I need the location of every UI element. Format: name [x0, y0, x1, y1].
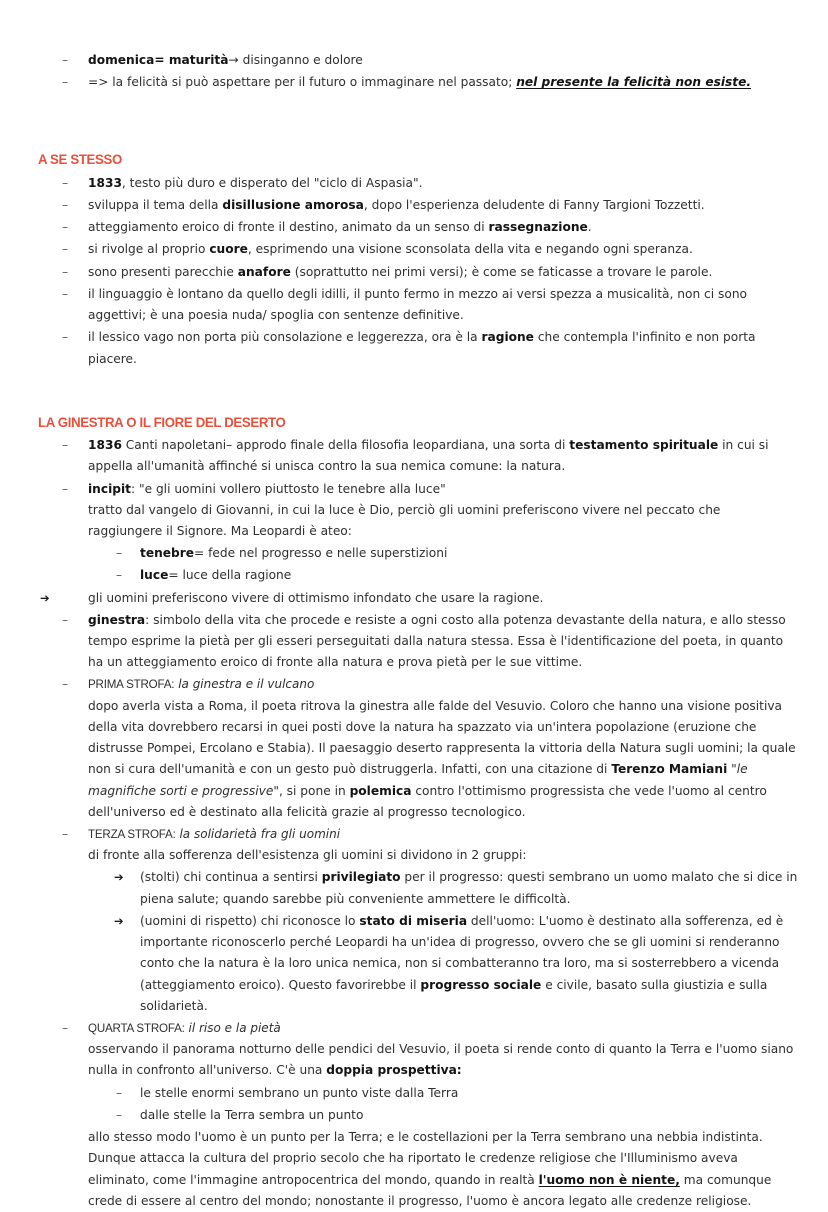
list-item	[38, 262, 798, 283]
arrow-bullet-icon: ➔	[114, 870, 124, 885]
list-item-text: (uomini di rispetto) chi riconosce lo stato di miseria dell'uomo: L'uomo è destinato alla sofferenza, ed è importante riconoscerlo perché Leopardi ha un'idea di progresso, ovvero che se gli uomini si renderanno conto che la natura è la loro unica nemica, non si combatteranno tra loro, ma si sosterrebbero a vicenda (atteggiamento eroico). Questo favorirebbe il progresso sociale e civile, basato sulla giustizia e sulla solidarietà.	[140, 913, 784, 1013]
list-item	[38, 217, 798, 238]
list-item-text: domenica= maturità→ disinganno e dolore	[88, 53, 363, 67]
list-item-text: ginestra: simbolo della vita che procede e resiste a ogni costo alla potenza devastante della natura, e allo stesso tempo esprime la pietà per gli esseri perseguitati dalla natura stessa. Essa è l'identificazione del poeta, in quanto ha un atteggiamento eroico di fronte alla natura e prova pietà per le sue vittime.	[88, 612, 786, 670]
dash-bullet-icon: –	[62, 677, 69, 692]
nested-bullet-list	[88, 867, 798, 1017]
list-item-text: PRIMA STROFA: la ginestra e il vulcano	[88, 677, 315, 692]
list-item-text: tenebre= fede nel progresso e nelle superstizioni	[140, 546, 448, 561]
list-item	[38, 435, 798, 477]
dash-bullet-icon: –	[62, 827, 69, 841]
list-item	[38, 50, 798, 71]
dash-bullet-icon: –	[62, 53, 69, 67]
list-item	[38, 1018, 798, 1212]
dash-bullet-icon: –	[62, 286, 69, 301]
section-heading-la-ginestra: LA GINESTRA O IL FIORE DEL DESERTO	[38, 414, 286, 431]
top-continuation-block	[38, 50, 798, 93]
list-item	[38, 239, 798, 260]
list-item-text: (stolti) chi continua a sentirsi privilegiato per il progresso: questi sembrano un uomo malato che si dice in piena salute; quando sarebbe più conveniente ammettere le difficoltà.	[140, 870, 798, 906]
continuation-paragraph: di fronte alla sofferenza dell'esistenza gli uomini si dividono in 2 gruppi:	[88, 848, 527, 863]
continuation-paragraph: dopo averla vista a Roma, il poeta ritrova la ginestra alle falde del Vesuvio. Coloro che hanno una visione positiva della vita dovrebbero recarsi in quei posti dove la natura ha spazzato via un'intera popolazione (eruzione che distrusse Pompei, Ercolano e Stabia). Il paesaggio deserto rappresenta la vittoria della Natura sugli uomini; la quale non si cura dell'umanità e con un gesto può distruggerla. Infatti, con una citazione di Terenzo Mamiani "le magnifiche sorti e progressive", si pone in polemica contro l'ottimismo progressista che vede l'uomo al centro dell'universo ed è destinato alla felicità grazie al progresso tecnologico.	[88, 698, 796, 819]
list-item-text: sono presenti parecchie anafore (soprattutto nei primi versi); è come se faticasse a trovare le parole.	[88, 264, 713, 279]
list-item-text: => la felicità si può aspettare per il futuro o immaginare nel passato; nel presente la felicità non esiste.	[88, 75, 751, 90]
section-la-ginestra	[38, 415, 798, 1212]
list-item	[88, 911, 798, 1017]
list-item-text: 1836 Canti napoletani– approdo finale della filosofia leopardiana, una sorta di testamento spirituale in cui si appella all'umanità affinché si unisca contro la sua nemica comune: la natura.	[88, 438, 769, 474]
continuation-paragraph: Dunque attacca la cultura del proprio secolo che ha riportato le credenze religiose che l'Illuminismo aveva eliminato, come l'immagine antropocentrica del mondo, quando in realtà l'uomo non è niente, ma comunque crede di essere al centro del mondo; nonostante il progresso, l'uomo è ancora legato alle credenze religiose.	[88, 1151, 772, 1208]
list-item-text: dalle stelle la Terra sembra un punto	[140, 1107, 364, 1122]
dash-bullet-icon: –	[116, 546, 123, 561]
dash-bullet-icon: –	[62, 438, 69, 453]
dash-bullet-icon: –	[62, 175, 69, 190]
dash-bullet-icon: –	[62, 330, 69, 345]
spacer	[38, 371, 798, 415]
list-item	[38, 284, 798, 326]
nested-bullet-list	[88, 543, 798, 586]
list-item	[38, 327, 798, 369]
top-bullet-list	[38, 50, 798, 93]
list-item-text: 1833, testo più duro e disperato del "ciclo di Aspasia".	[88, 175, 423, 190]
bullet-list-la-ginestra	[38, 435, 798, 1212]
list-item	[88, 1083, 798, 1104]
dash-bullet-icon: –	[116, 1107, 123, 1122]
list-item	[38, 72, 798, 93]
dash-bullet-icon: –	[62, 264, 69, 279]
list-item-text: sviluppa il tema della disillusione amorosa, dopo l'esperienza deludente di Fanny Targioni Tozzetti.	[88, 197, 705, 212]
list-item-text: il linguaggio è lontano da quello degli idilli, il punto fermo in mezzo ai versi spezza a musicalità, non ci sono aggettivi; è una poesia nuda/ spoglia con sentenze definitive.	[88, 286, 747, 323]
list-item-text: incipit: "e gli uomini vollero piuttosto le tenebre alla luce"	[88, 481, 446, 496]
list-item	[88, 867, 798, 909]
list-item	[38, 173, 798, 194]
list-item	[38, 479, 798, 587]
list-item-text: gli uomini preferiscono vivere di ottimismo infondato che usare la ragione.	[88, 590, 544, 605]
spacer	[38, 94, 798, 152]
list-item	[38, 824, 798, 1017]
bullet-list-a-se-stesso	[38, 173, 798, 370]
dash-bullet-icon: –	[62, 612, 69, 627]
arrow-bullet-icon: ➔	[40, 590, 50, 605]
list-item	[38, 195, 798, 216]
list-item	[88, 565, 798, 586]
section-a-se-stesso	[38, 152, 798, 369]
dash-bullet-icon: –	[62, 220, 69, 235]
list-item	[38, 610, 798, 674]
dash-bullet-icon: –	[62, 197, 69, 212]
dash-bullet-icon: –	[62, 75, 69, 90]
arrow-bullet-icon: ➔	[114, 913, 124, 928]
list-item	[88, 1105, 798, 1126]
list-item-text: QUARTA STROFA: il riso e la pietà	[88, 1020, 281, 1035]
continuation-paragraph: osservando il panorama notturno delle pendici del Vesuvio, il poeta si rende conto di quanto la Terra e l'uomo siano nulla in confronto all'universo. C'è una doppia prospettiva:	[88, 1042, 794, 1078]
list-item-text: le stelle enormi sembrano un punto viste dalla Terra	[140, 1085, 459, 1100]
dash-bullet-icon: –	[62, 481, 69, 496]
list-item-text: il lessico vago non porta più consolazione e leggerezza, ora è la ragione che contempla l'infinito e non porta piacere.	[88, 330, 756, 366]
dash-bullet-icon: –	[62, 1020, 69, 1035]
dash-bullet-icon: –	[116, 1085, 123, 1100]
continuation-paragraph: allo stesso modo l'uomo è un punto per la Terra; e le costellazioni per la Terra sembrano una nebbia indistinta.	[88, 1130, 763, 1145]
list-item	[88, 543, 798, 564]
dash-bullet-icon: –	[116, 568, 123, 583]
section-heading-a-se-stesso: A SE STESSO	[38, 152, 122, 169]
list-item-text: luce= luce della ragione	[140, 568, 292, 583]
continuation-paragraph: tratto dal vangelo di Giovanni, in cui la luce è Dio, perciò gli uomini preferiscono vivere nel peccato che raggiungere il Signore. Ma Leopardi è ateo:	[88, 502, 721, 538]
list-item-text: si rivolge al proprio cuore, esprimendo una visione sconsolata della vita e negando ogni speranza.	[88, 242, 693, 257]
list-item-text: TERZA STROFA: la solidarietà fra gli uomini	[88, 827, 341, 841]
list-item	[38, 674, 798, 823]
list-item	[38, 588, 798, 609]
dash-bullet-icon: –	[62, 242, 69, 257]
list-item-text: atteggiamento eroico di fronte il destino, animato da un senso di rassegnazione.	[88, 220, 592, 235]
nested-bullet-list	[88, 1083, 798, 1126]
